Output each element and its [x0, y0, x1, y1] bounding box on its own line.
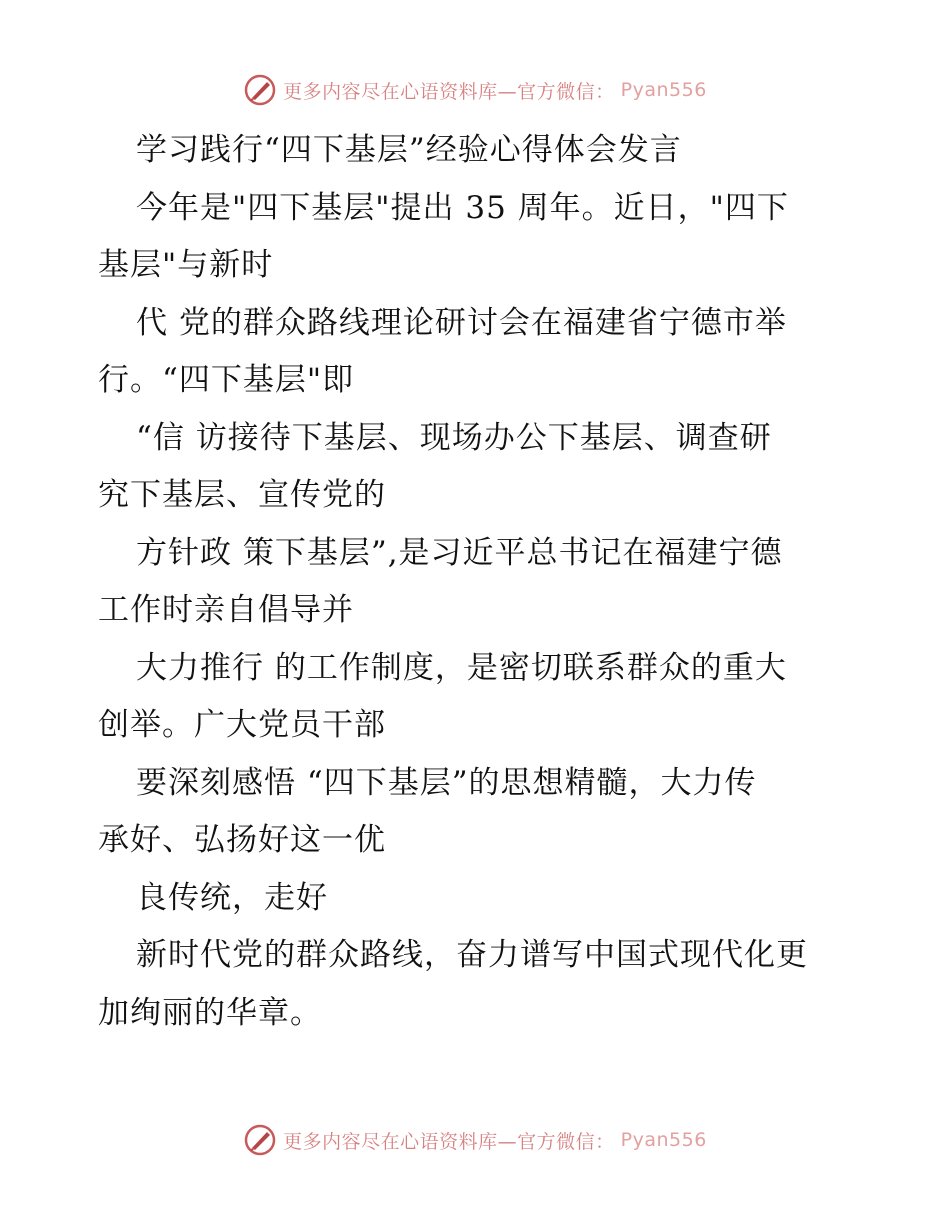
quill-pen-logo-icon [243, 1123, 277, 1157]
paragraph-line: 行。“四下基层"即 [98, 362, 355, 398]
paragraph-line: 良传统，走好 [136, 879, 328, 916]
paragraph-line: 加绚丽的华章。 [98, 994, 322, 1031]
paragraph-line: 究下基层、宣传党的 [98, 477, 386, 513]
paragraph-line: 承好、弘扬好这一优 [98, 822, 386, 858]
paragraph-line: 大力推行 的工作制度，是密切联系群众的重大 [136, 649, 787, 686]
watermark-text: 更多内容尽在心语资料库—官方微信： [283, 1130, 615, 1153]
watermark-text: 更多内容尽在心语资料库—官方微信： [283, 80, 615, 103]
quill-pen-logo-icon [243, 73, 277, 107]
watermark-id: Pyan556 [620, 79, 707, 101]
watermark-id: Pyan556 [620, 1129, 707, 1151]
paragraph-line: 代 党的群众路线理论研讨会在福建省宁德市举 [136, 304, 787, 341]
paragraph-line: 工作时亲自倡导并 [98, 592, 354, 628]
paragraph-line: 创举。广大党员干部 [98, 707, 386, 743]
paragraph-line: 基层"与新时 [98, 247, 274, 283]
paragraph-line: 方针政 策下基层”,是习近平总书记在福建宁德 [136, 534, 783, 571]
document-body [98, 122, 858, 1042]
paragraph-line: “信 访接待下基层、现场办公下基层、调查研 [136, 419, 772, 456]
document-title: 学习践行“四下基层”经验心得体会发言 [136, 132, 682, 168]
watermark-header [0, 70, 950, 110]
paragraph-line: 今年是"四下基层"提出 35 周年。近日，"四下 [136, 189, 789, 226]
paragraph-line: 要深刻感悟 “四下基层”的思想精髓，大力传 [136, 764, 757, 801]
paragraph-line: 新时代党的群众路线，奋力谱写中国式现代化更 [136, 937, 808, 973]
watermark-footer [0, 1120, 950, 1160]
